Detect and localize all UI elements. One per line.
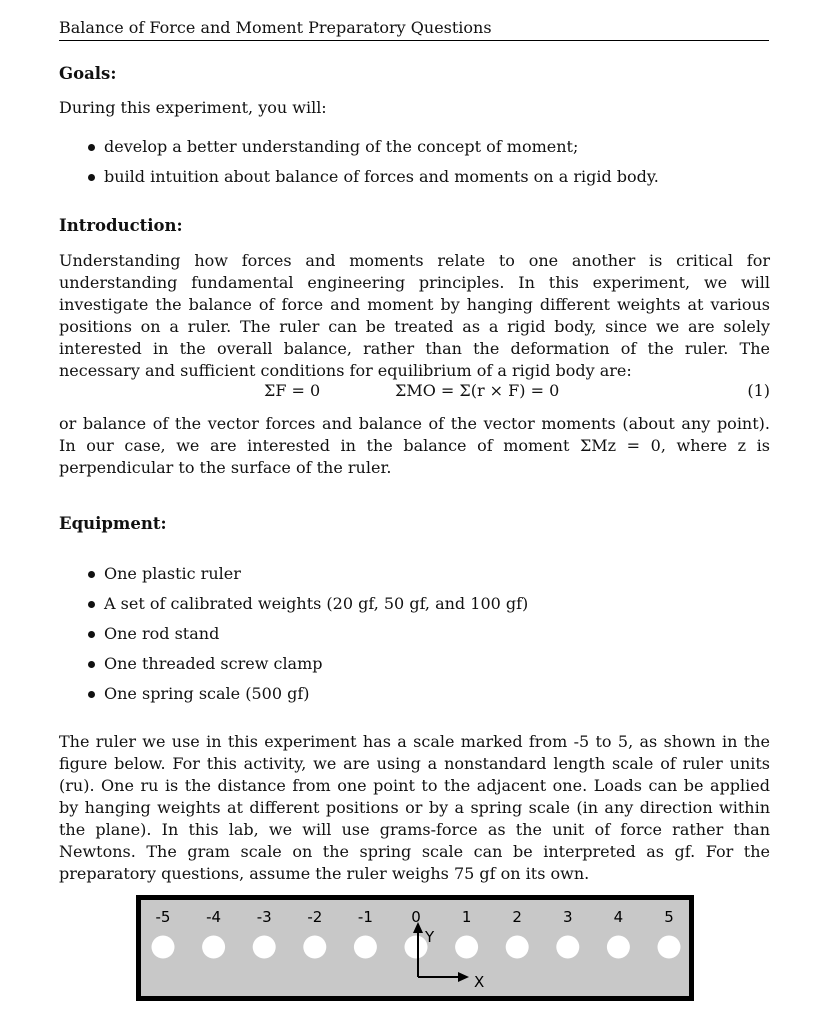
ruler-description-paragraph: The ruler we use in this experiment has a scale marked from -5 to 5, as shown in the figure below. For this activity, we are using a nonstandard length scale of ruler units (ru). One ru is the distance from one point to the adjacent one. Loads can be applied by hanging weights at different positions or by a spring scale (in any direction within the plane). In this lab, we will use grams-force as the unit of force rather than Newtons. The gram scale on the spring scale can be interpreted as gf. For the preparatory questions, assume the ruler weighs 75 gf on its own. [59,732,770,883]
ruler-tick-label: -3 [256,908,272,926]
ruler-diagram [136,895,694,1001]
goals-list [59,132,770,192]
introduction-paragraph-continued: or balance of the vector forces and balance of the vector moments (about any point). In our case, we are interested in the balance of moment ΣMz = 0, where z is perpendicular to the surface of the ruler. [59,414,770,477]
ruler-hole [556,936,579,959]
ruler-hole [607,936,630,959]
ruler-hole [152,936,175,959]
document-title: Balance of Force and Moment Preparatory Questions [59,18,492,37]
introduction-paragraph: Understanding how forces and moments relate to one another is critical for understanding fundamental engineering principles. In this experiment, we will investigate the balance of force and moment by hanging different weights at various positions on a ruler. The ruler can be treated as a rigid body, since we are solely interested in the overall balance, rather than the deformation of the ruler. The necessary and sufficient conditions for equilibrium of a rigid body are: [59,251,770,380]
ruler-hole [354,936,377,959]
ruler-tick-label: -2 [307,908,323,926]
introduction-heading: Introduction: [59,216,183,235]
ruler-hole [658,936,681,959]
goals-heading: Goals: [59,64,117,83]
ruler-tick-label: 3 [563,908,573,926]
document-header [59,18,769,41]
force-balance-equation: ΣF = 0 [264,381,321,400]
ruler-hole [253,936,276,959]
equipment-item: A set of calibrated weights (20 gf, 50 gf, and 100 gf) [59,589,770,619]
ruler-tick-label: 2 [512,908,522,926]
goals-intro: During this experiment, you will: [59,98,327,117]
moment-balance-equation: ΣMO = Σ(r × F) = 0 [395,381,560,400]
goals-item: build intuition about balance of forces and moments on a rigid body. [59,162,770,192]
ruler-tick-label: -5 [155,908,171,926]
equipment-item: One spring scale (500 gf) [59,679,770,709]
equipment-item: One threaded screw clamp [59,649,770,679]
ruler-tick-label: -4 [206,908,222,926]
ruler-tick-label: 5 [664,908,674,926]
equation-number: (1) [747,381,770,400]
equipment-heading: Equipment: [59,514,167,533]
ruler-hole [506,936,529,959]
ruler-tick-label: -1 [357,908,373,926]
ruler-figure [136,895,694,1001]
ruler-tick-label: 0 [411,908,421,926]
ruler-hole [202,936,225,959]
equipment-item: One plastic ruler [59,559,770,589]
ruler-hole [455,936,478,959]
equilibrium-equation [59,380,770,402]
ruler-tick-label: 1 [461,908,472,926]
x-axis-label: X [474,973,485,991]
ruler-tick-label: 4 [613,908,624,926]
ruler-hole [303,936,326,959]
equipment-list [59,559,770,709]
y-axis-label: Y [425,928,435,946]
goals-item: develop a better understanding of the concept of moment; [59,132,770,162]
equipment-item: One rod stand [59,619,770,649]
